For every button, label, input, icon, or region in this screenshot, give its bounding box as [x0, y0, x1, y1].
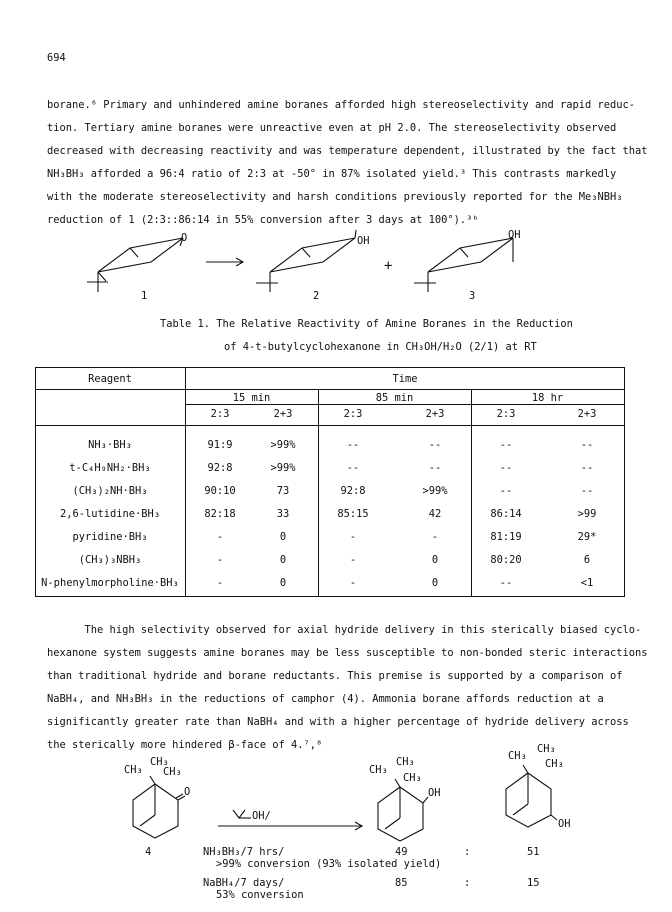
table-cell: --: [428, 462, 442, 474]
table-cell: --: [428, 439, 442, 451]
table-cell: <1: [580, 577, 594, 589]
reagent-cell: (CH₃)₃NBH₃: [78, 554, 142, 566]
intro-line: reduction of 1 (2:3::86:14 in 55% conversion after 3 days at 100°).³ᵇ: [47, 214, 479, 226]
equatorial-oh-label: OH: [508, 229, 521, 241]
subheader-ratio: 2:3: [343, 408, 363, 420]
reagent-cell: (CH₃)₂NH·BH₃: [72, 485, 148, 497]
borneol-ch3-top: CH₃: [396, 756, 415, 768]
subheader-sum: 2+3: [577, 408, 597, 420]
camphor-ch3-top: CH₃: [150, 756, 169, 768]
camphor-ch3-left: CH₃: [124, 764, 143, 776]
reagent-cell: 2,6-lutidine·BH₃: [59, 508, 161, 520]
intro-line: with the moderate stereoselectivity and harsh conditions previously reported for the Me₃NBH₃: [47, 191, 623, 203]
condition-1-borneol-ratio: 49: [395, 846, 408, 858]
compound-3-label: 3: [469, 290, 476, 302]
subheader-sum: 2+3: [425, 408, 445, 420]
condition-1-line-1: NH₃BH₃/7 hrs/: [203, 846, 285, 858]
table-cell: >99%: [422, 485, 448, 497]
intro-line: decreased with decreasing reactivity and was temperature dependent, illustrated by the fact that: [47, 145, 648, 157]
table-cell: 33: [276, 508, 290, 520]
camphor-ch3-right: CH₃: [163, 766, 182, 778]
intro-line: tion. Tertiary amine boranes were unreactive even at pH 2.0. The stereoselectivity observed: [47, 122, 617, 134]
plus-sign: +: [384, 258, 393, 274]
table-caption-line-1: Table 1. The Relative Reactivity of Amine Boranes in the Reduction: [160, 318, 573, 330]
table-cell: 6: [583, 554, 591, 566]
table-cell: 0: [279, 531, 287, 543]
table-cell: -: [349, 577, 357, 589]
reagent-cell: N-phenylmorpholine·BH₃: [41, 577, 179, 589]
subheader-ratio: 2:3: [496, 408, 516, 420]
time-group-18hr: 18 hr: [531, 392, 564, 404]
table-cell: -: [216, 531, 224, 543]
subheader-ratio: 2:3: [210, 408, 230, 420]
table-cell: 80:20: [490, 554, 522, 566]
compound-1-label: 1: [141, 290, 148, 302]
body-line: the sterically more hindered β-face of 4.⁷,⁸: [47, 739, 323, 751]
table-cell: 42: [428, 508, 442, 520]
table-cell: --: [499, 577, 513, 589]
body-line: NaBH₄, and NH₃BH₃ in the reductions of camphor (4). Ammonia borane affords reduction at a: [47, 693, 604, 705]
condition-1-colon: :: [464, 846, 471, 858]
subheader-sum: 2+3: [273, 408, 293, 420]
body-line: significantly greater rate than NaBH₄ and with a higher percentage of hydride delivery across: [47, 716, 629, 728]
isoborneol-ch3-left: CH₃: [508, 750, 527, 762]
table-cell: >99: [577, 508, 597, 520]
table-cell: 82:18: [204, 508, 236, 520]
time-header: Time: [392, 373, 418, 385]
body-line: hexanone system suggests amine boranes may be less susceptible to non-bonded steric interactions: [47, 647, 648, 659]
table-cell: 91:9: [207, 439, 233, 451]
table-cell: 29*: [577, 531, 597, 543]
intro-line: borane.⁶ Primary and unhindered amine boranes afforded high stereoselectivity and rapid reduc-: [47, 99, 636, 111]
page-number: 694: [47, 52, 66, 64]
borneol-ch3-left: CH₃: [369, 764, 388, 776]
table-cell: 0: [279, 577, 287, 589]
table-cell: --: [580, 439, 594, 451]
ketone-o-label: O: [181, 232, 188, 244]
table-cell: 0: [279, 554, 287, 566]
intro-line: NH₃BH₃ afforded a 96:4 ratio of 2:3 at -50° in 87% isolated yield.³ This contrasts markedly: [47, 168, 617, 180]
table-cell: --: [346, 439, 360, 451]
table-cell: -: [431, 531, 439, 543]
table-caption-line-2: of 4-t-butylcyclohexanone in CH₃OH/H₂O (2/1) at RT: [224, 341, 537, 353]
table-cell: 92:8: [207, 462, 233, 474]
borneol-ch3-right: CH₃: [403, 772, 422, 784]
reagent-cell: NH₃·BH₃: [88, 439, 132, 451]
isoborneol-ch3-right: CH₃: [545, 758, 564, 770]
table-cell: -: [216, 554, 224, 566]
table-cell: --: [499, 485, 513, 497]
table-cell: --: [580, 462, 594, 474]
body-line: The high selectivity observed for axial hydride delivery in this sterically biased cyclo-: [47, 624, 642, 636]
table-cell: --: [499, 462, 513, 474]
table-cell: 86:14: [490, 508, 522, 520]
table-cell: >99%: [270, 462, 296, 474]
compound-4-label: 4: [145, 846, 152, 858]
condition-2-borneol-ratio: 85: [395, 877, 408, 889]
table-cell: 92:8: [340, 485, 366, 497]
table-cell: -: [349, 554, 357, 566]
reagent-cell: pyridine·BH₃: [72, 531, 148, 543]
compound-2-label: 2: [313, 290, 320, 302]
table-cell: 90:10: [204, 485, 236, 497]
reagent-cell: t-C₄H₉NH₂·BH₃: [69, 462, 151, 474]
isoborneol-ch3-top: CH₃: [537, 743, 556, 755]
table-cell: 0: [431, 577, 439, 589]
time-group-85min: 85 min: [375, 392, 414, 404]
condition-2-colon: :: [464, 877, 471, 889]
table-cell: -: [349, 531, 357, 543]
table-cell: 85:15: [337, 508, 369, 520]
table-cell: 0: [431, 554, 439, 566]
condition-2-line-2: 53% conversion: [216, 889, 304, 901]
camphor-o-label: O: [184, 786, 191, 798]
solvent-label: OH/: [252, 810, 271, 822]
condition-2-line-1: NaBH₄/7 days/: [203, 877, 285, 889]
table-cell: -: [216, 577, 224, 589]
table-cell: 81:19: [490, 531, 522, 543]
table-cell: 73: [276, 485, 290, 497]
table-cell: --: [346, 462, 360, 474]
condition-1-line-2: >99% conversion (93% isolated yield): [216, 858, 442, 870]
condition-1-isoborneol-ratio: 51: [527, 846, 540, 858]
axial-oh-label: OH: [357, 235, 370, 247]
table-cell: >99%: [270, 439, 296, 451]
table-cell: --: [580, 485, 594, 497]
body-line: than traditional hydride and borane reductants. This premise is supported by a comparison of: [47, 670, 623, 682]
condition-2-isoborneol-ratio: 15: [527, 877, 540, 889]
reagent-header: Reagent: [88, 373, 132, 385]
time-group-15min: 15 min: [232, 392, 271, 404]
isoborneol-oh-label: OH: [558, 818, 571, 830]
table-cell: --: [499, 439, 513, 451]
borneol-oh-label: OH: [428, 787, 441, 799]
